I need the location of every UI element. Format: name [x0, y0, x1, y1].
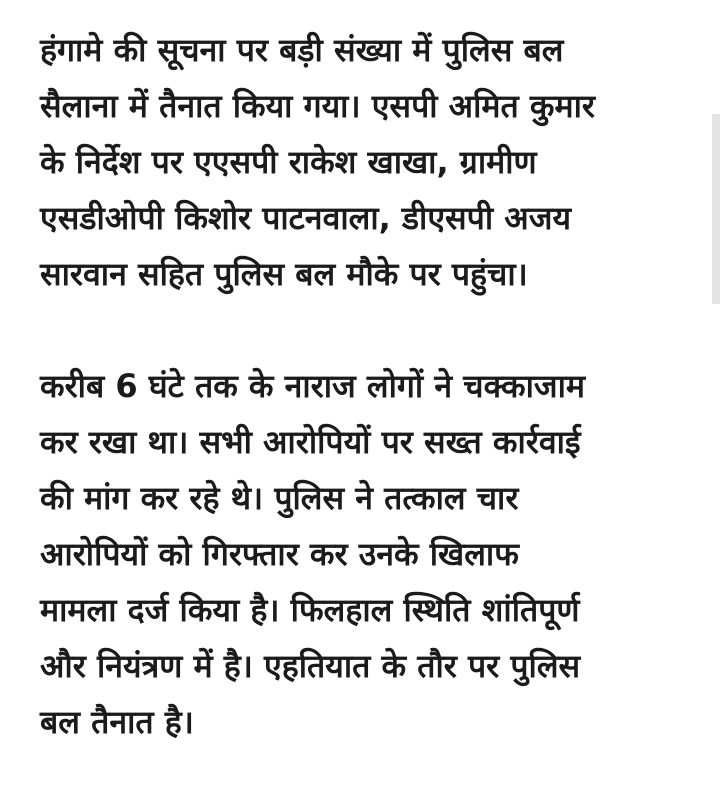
text-line: हंगामे की सूचना पर बड़ी संख्या में पुलिस बल	[40, 31, 564, 69]
text-line: और नियंत्रण में है। एहतियात के तौर पर पुलिस	[40, 647, 581, 685]
paragraph-1	[40, 22, 700, 302]
text-line: बल तैनात है।	[40, 703, 194, 741]
text-line: सैलाना में तैनात किया गया। एसपी अमित कुमार	[40, 87, 596, 125]
text-line: करीब 6 घंटे तक के नाराज लोगों ने चक्काजाम	[40, 367, 586, 405]
text-line: आरोपियों को गिरफ्तार कर उनके खिलाफ	[40, 535, 519, 573]
scrollbar-thumb[interactable]	[712, 114, 720, 304]
text-line: के निर्देश पर एएसपी राकेश खाखा, ग्रामीण	[40, 143, 537, 181]
text-line: मामला दर्ज किया है। फिलहाल स्थिति शांतिपूर्ण	[40, 591, 580, 629]
text-line: की मांग कर रहे थे। पुलिस ने तत्काल चार	[40, 479, 519, 517]
text-line: कर रखा था। सभी आरोपियों पर सख्त कार्रवाई	[40, 423, 581, 461]
text-line: एसडीओपी किशोर पाटनवाला, डीएसपी अजय	[40, 199, 572, 237]
text-line: सारवान सहित पुलिस बल मौके पर पहुंचा।	[40, 255, 528, 293]
paragraph-2	[40, 358, 700, 750]
article-body	[40, 22, 700, 750]
